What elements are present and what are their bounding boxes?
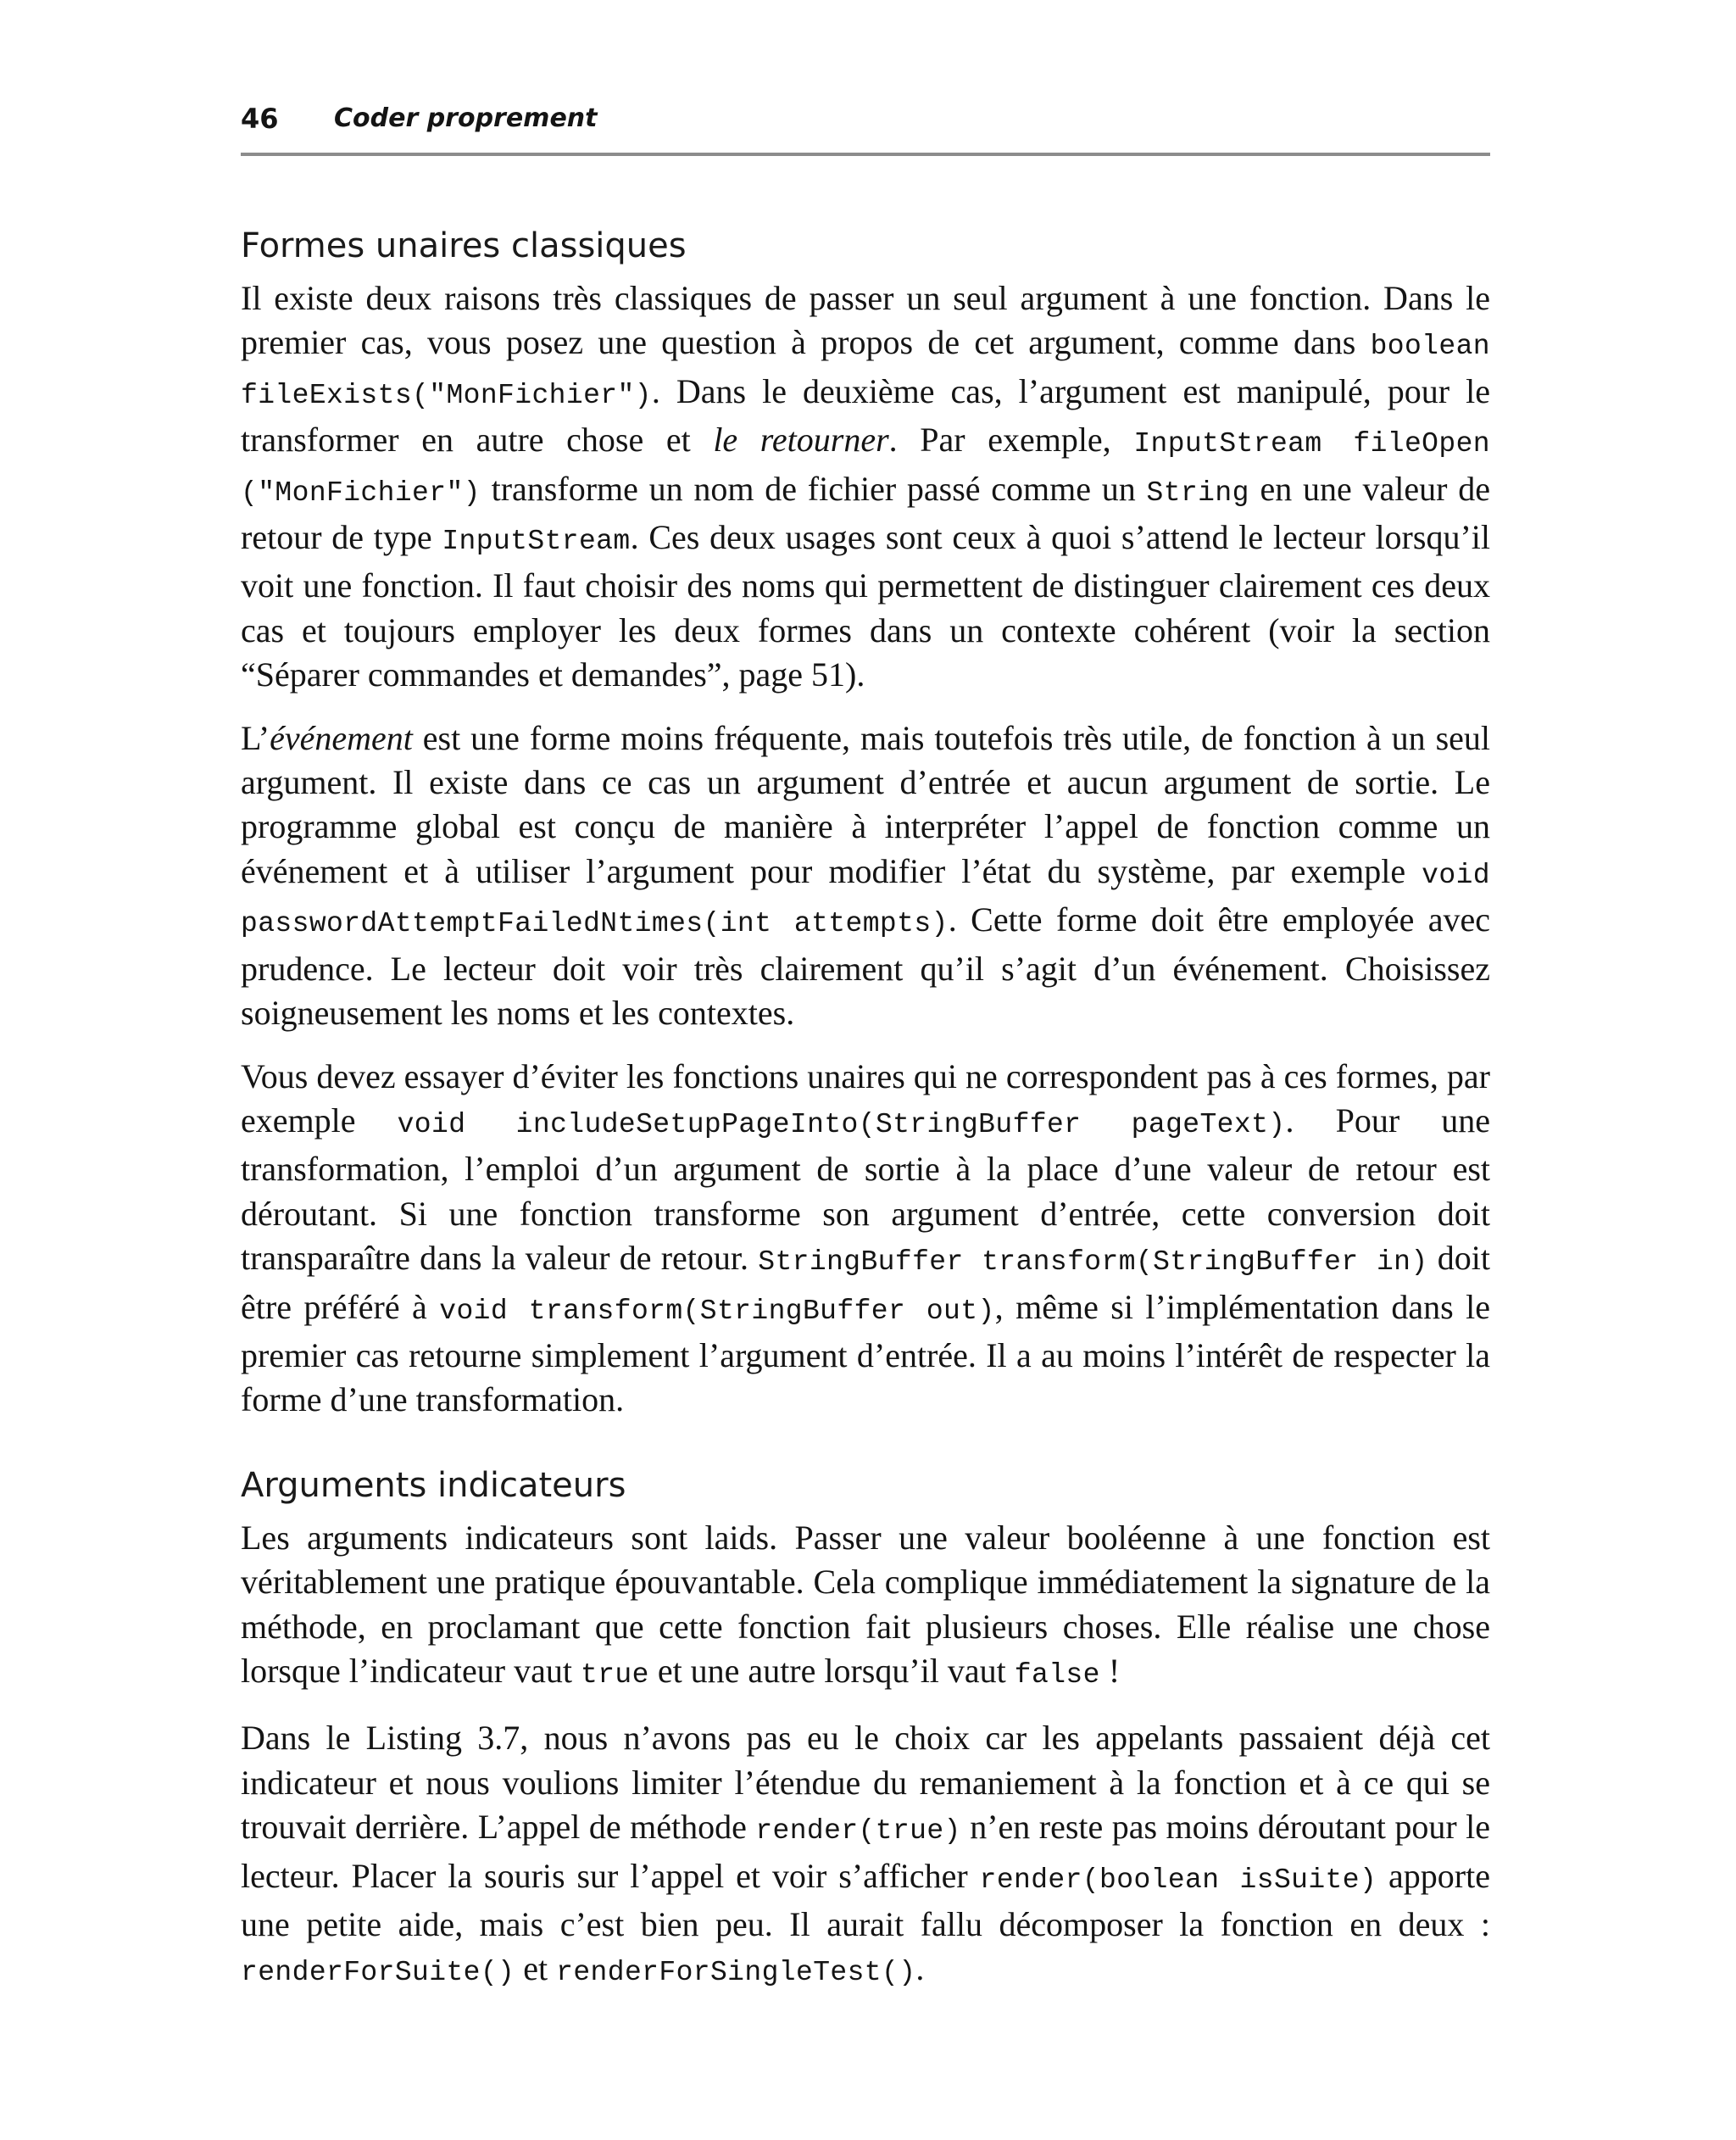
- code-span: void transform(StringBuffer out): [439, 1295, 995, 1327]
- text-span: n’en reste pas moins déroutant pour le lecteur. Placer la souris sur l’appel et voir s’afficher: [241, 1808, 1491, 1895]
- code-span: renderForSingleTest(): [556, 1957, 916, 1989]
- text-span: L’: [241, 718, 270, 757]
- code-span: InputStream fileOpen ("MonFichier"): [241, 428, 1490, 509]
- text-span: , même si l’implémentation dans le premier cas retourne simplement l’argument d’entrée. Il a au moins l’intérêt de respecter la forme d’une transformation.: [241, 1287, 1490, 1419]
- code-span: boolean fileExists("MonFichier"): [241, 331, 1490, 411]
- code-span: void passwordAttemptFailedNtimes(int attempts): [241, 859, 1490, 940]
- text-span: et: [515, 1949, 557, 1988]
- text-span: .: [915, 1949, 925, 1988]
- paragraph-evenement: [241, 716, 1490, 1036]
- paragraph-arguments-laids: [241, 1516, 1490, 1698]
- code-span: render(boolean isSuite): [979, 1864, 1377, 1896]
- text-span: . Cette forme doit être employée avec prudence. Le lecteur doit voir très clairement qu’il s’agit d’un événement. Choisissez soigneusement les noms et les contextes.: [241, 900, 1490, 1033]
- text-span: transforme un nom de fichier passé comme un: [480, 469, 1147, 508]
- emphasis-span: événement: [270, 718, 413, 757]
- page-number: 46: [241, 103, 279, 135]
- text-span: Il existe deux raisons très classiques de passer un seul argument à une fonction. Dans le premier cas, vous posez une question à propos de cet argument, comme dans: [241, 279, 1490, 362]
- paragraph-listing-3-7: [241, 1716, 1490, 1995]
- text-span: Les arguments indicateurs sont laids. Passer une valeur booléenne à une fonction est véritablement une pratique épouvantable. Cela complique immédiatement la signature de la méthode, en proclamant que cette fonction fait plusieurs choses. Elle réalise une chose lorsque l’indicateur vaut: [241, 1518, 1490, 1690]
- text-span: . Par exemple,: [888, 421, 1134, 460]
- code-span: void includeSetupPageInto(StringBuffer pageText): [397, 1108, 1286, 1140]
- paragraph-eviter-unaires: [241, 1055, 1490, 1423]
- code-span: StringBuffer transform(StringBuffer in): [758, 1246, 1428, 1279]
- text-span: . Ces deux usages sont ceux à quoi s’attend le lecteur lorsqu’il voit une fonction. Il faut choisir des noms qui permettent de distinguer clairement ces deux cas et toujours employer les deux formes dans un contexte cohérent (voir la section “Séparer commandes et demandes”, page 51).: [241, 518, 1490, 694]
- text-span: !: [1099, 1651, 1121, 1690]
- text-span: . Pour une transformation, l’emploi d’un argument de sortie à la place d’une valeur de retour est déroutant. Si une fonction transforme son argument d’entrée, cette conversion doit transparaître dans la valeur de retour.: [241, 1101, 1490, 1278]
- page-body: [241, 224, 1490, 2015]
- text-span: est une forme moins fréquente, mais toutefois très utile, de fonction à un seul argument. Il existe dans ce cas un argument d’entrée et aucun argument de sortie. Le programme global est conçu de manière à interpréter l’appel de fonction comme un événement et à utiliser l’argument pour modifier l’état du système, par exemple: [241, 718, 1490, 890]
- text-span: en une valeur de retour de type: [241, 469, 1491, 557]
- running-title: Coder proprement: [334, 103, 598, 133]
- emphasis-span: le retourner: [713, 421, 889, 460]
- code-span: false: [1014, 1658, 1100, 1691]
- code-span: renderForSuite(): [241, 1957, 515, 1989]
- code-span: true: [580, 1658, 649, 1691]
- page-header: [241, 102, 1490, 156]
- text-span: Dans le Listing 3.7, nous n’avons pas eu le choix car les appelants passaient déjà cet indicateur et nous voulions limiter l’étendue du remaniement à la fonction et à ce qui se trouvait derrière. L’appel de méthode: [241, 1719, 1490, 1847]
- text-span: apporte une petite aide, mais c’est bien peu. Il aurait fallu décomposer la fonction en deux :: [241, 1856, 1490, 1943]
- code-span: InputStream: [442, 526, 631, 558]
- paragraph-formes-unaires-1: [241, 276, 1490, 698]
- text-span: . Dans le deuxième cas, l’argument est manipulé, pour le transformer en autre chose et: [241, 371, 1490, 460]
- text-span: doit être préféré à: [241, 1239, 1490, 1326]
- code-span: String: [1146, 476, 1249, 509]
- code-span: render(true): [755, 1815, 961, 1847]
- text-span: et une autre lorsqu’il vaut: [648, 1651, 1015, 1690]
- section-heading-arguments-indicateurs: Arguments indicateurs: [241, 1465, 626, 1505]
- text-span: Vous devez essayer d’éviter les fonctions unaires qui ne correspondent pas à ces formes, par exemple: [241, 1056, 1490, 1140]
- section-heading-formes-unaires: Formes unaires classiques: [241, 226, 687, 265]
